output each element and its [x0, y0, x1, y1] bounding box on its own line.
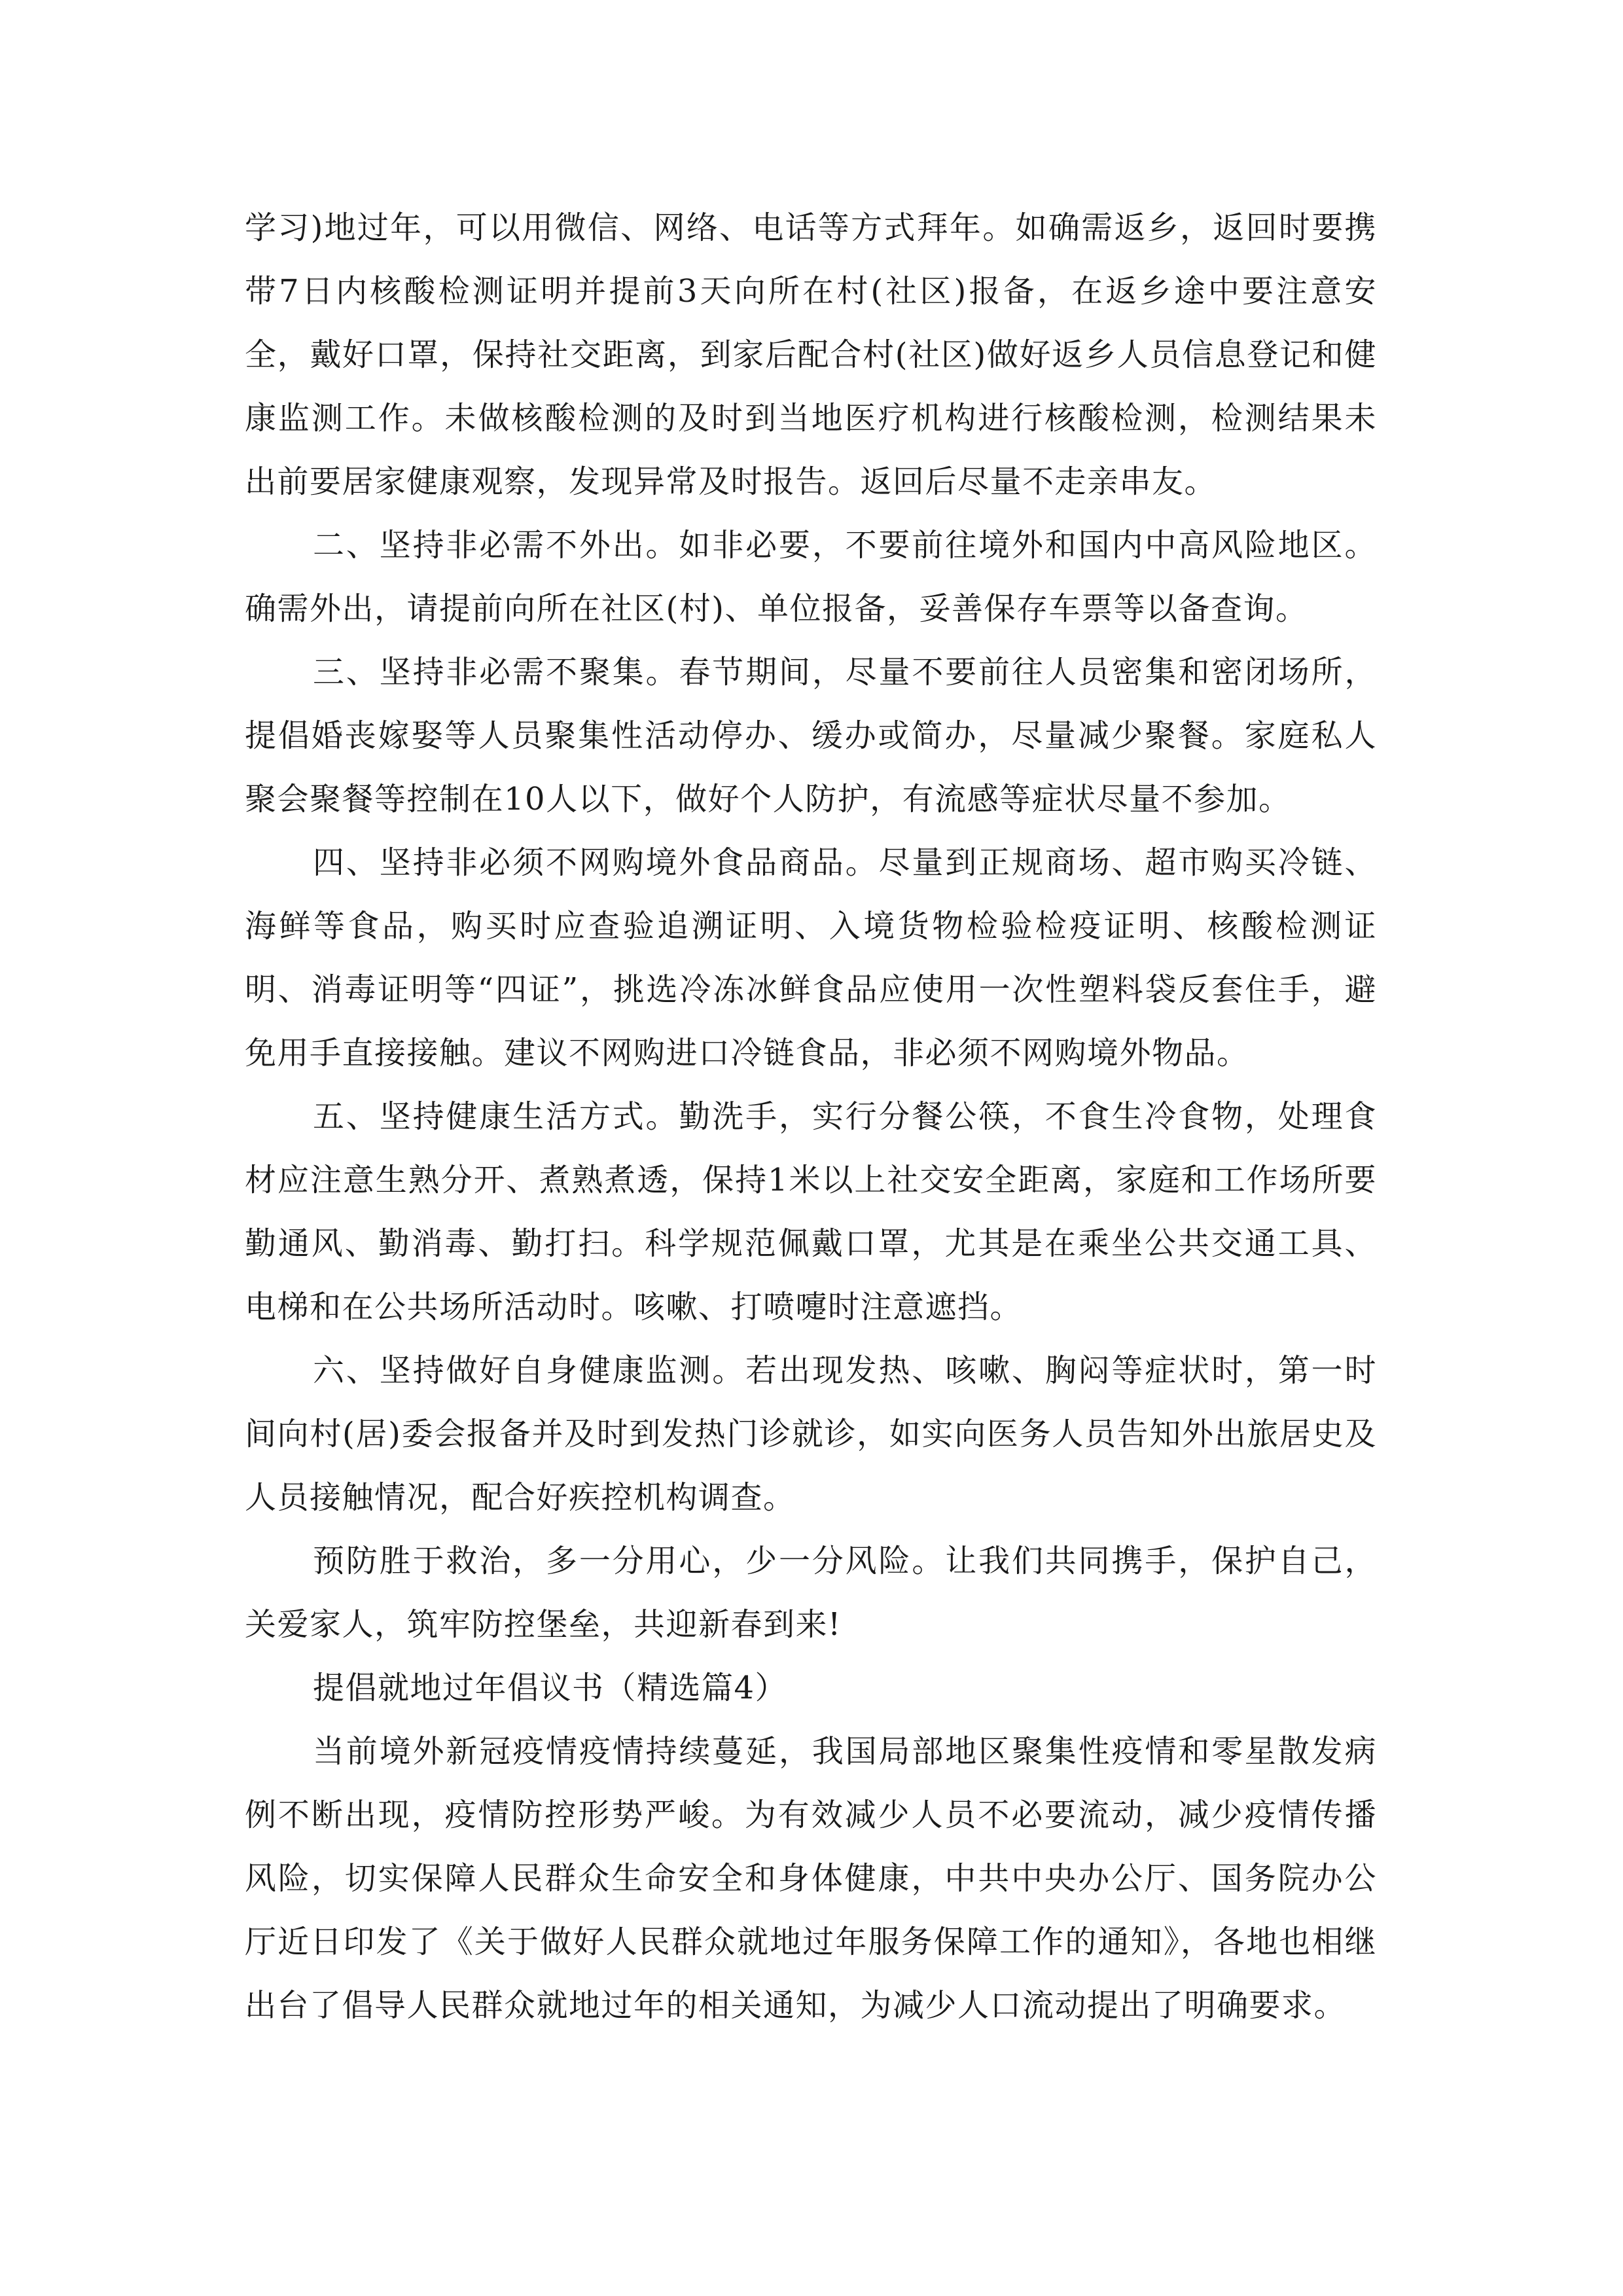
paragraph-continued: 学习)地过年，可以用微信、网络、电话等方式拜年。如确需返乡，返回时要携带7日内核酸检测证明并提前3天向所在村(社区)报备，在返乡途中要注意安全，戴好口罩，保持社交距离，到家后配合村(社区)做好返乡人员信息登记和健康监测工作。未做核酸检测的及时到当地医疗机构进行核酸检测，检测结果未出前要居家健康观察，发现异常及时报告。返回后尽量不走亲串友。	[245, 209, 1377, 500]
document-body	[245, 196, 1377, 2037]
paragraph-item-6: 六、坚持做好自身健康监测。若出现发热、咳嗽、胸闷等症状时，第一时间向村(居)委会报备并及时到发热门诊就诊，如实向医务人员告知外出旅居史及人员接触情况，配合好疾控机构调查。	[245, 1352, 1377, 1516]
paragraph-item-4: 四、坚持非必须不网购境外食品商品。尽量到正规商场、超市购买冷链、海鲜等食品，购买时应查验追溯证明、入境货物检验检疫证明、核酸检测证明、消毒证明等“四证”，挑选冷冻冰鲜食品应使用一次性塑料袋反套住手，避免用手直接接触。建议不网购进口冷链食品，非必须不网购境外物品。	[245, 844, 1377, 1071]
section-title: 提倡就地过年倡议书（精选篇4）	[313, 1670, 788, 1706]
paragraph-closing: 预防胜于救治，多一分用心，少一分风险。让我们共同携手，保护自己，关爱家人，筑牢防控堡垒，共迎新春到来!	[245, 1543, 1377, 1643]
paragraph-item-2: 二、坚持非必需不外出。如非必要，不要前往境外和国内中高风险地区。确需外出，请提前向所在社区(村)、单位报备，妥善保存车票等以备查询。	[245, 527, 1377, 627]
paragraph-item-5: 五、坚持健康生活方式。勤洗手，实行分餐公筷，不食生冷食物，处理食材应注意生熟分开、煮熟煮透，保持1米以上社交安全距离，家庭和工作场所要勤通风、勤消毒、勤打扫。科学规范佩戴口罩，尤其是在乘坐公共交通工具、电梯和在公共场所活动时。咳嗽、打喷嚏时注意遮挡。	[245, 1098, 1377, 1325]
paragraph-item-3: 三、坚持非必需不聚集。春节期间，尽量不要前往人员密集和密闭场所，提倡婚丧嫁娶等人员聚集性活动停办、缓办或简办，尽量减少聚餐。家庭私人聚会聚餐等控制在10人以下，做好个人防护，有流感等症状尽量不参加。	[245, 654, 1377, 817]
paragraph-intro: 当前境外新冠疫情疫情持续蔓延，我国局部地区聚集性疫情和零星散发病例不断出现，疫情防控形势严峻。为有效减少人员不必要流动，减少疫情传播风险，切实保障人民群众生命安全和身体健康，中共中央办公厅、国务院办公厅近日印发了《关于做好人民群众就地过年服务保障工作的通知》，各地也相继出台了倡导人民群众就地过年的相关通知，为减少人口流动提出了明确要求。	[245, 1733, 1377, 2024]
